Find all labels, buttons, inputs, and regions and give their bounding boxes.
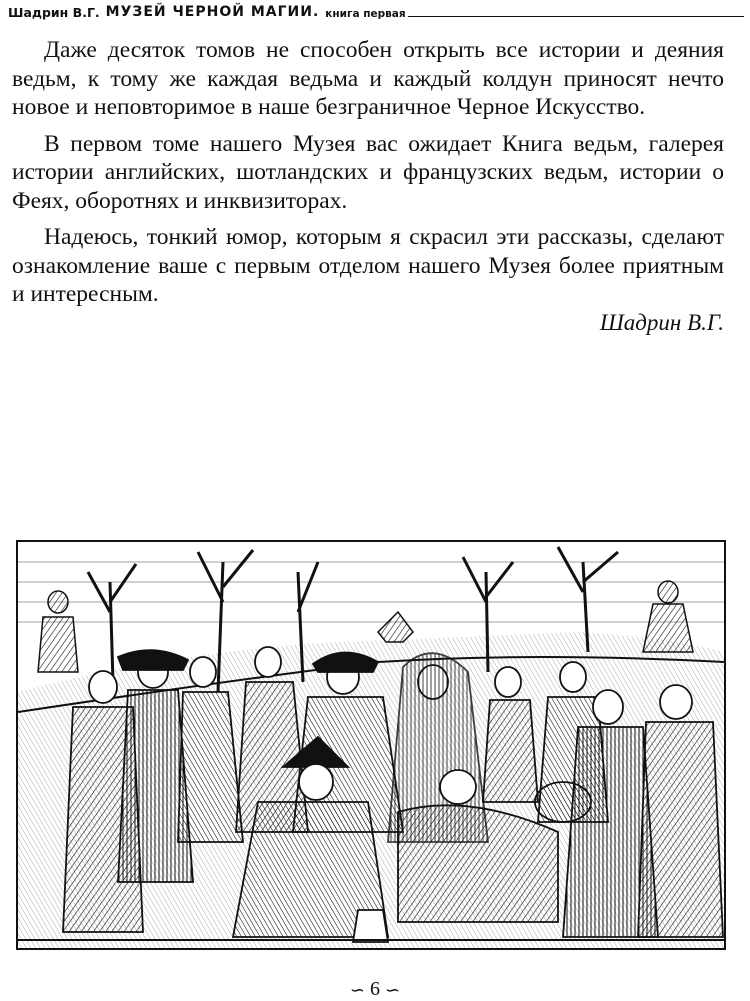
paragraph-3: Надеюсь, тонкий юмор, которым я скрасил эти рассказы, сделают ознакомление ваше с первым отделом нашего Музея более приятным и интересным. [12,224,724,307]
running-header [8,2,744,20]
header-rule [408,16,744,17]
header-book-title: МУЗЕЙ ЧЕРНОЙ МАГИИ. [105,4,320,20]
left-ornament-icon: ∽ [349,979,365,1000]
author-signature: Шадрин В.Г. [599,310,724,335]
body-text [12,36,724,317]
paragraph-2: В первом томе нашего Музея вас ожидает Книга ведьм, галерея истории английских, шотландских и французских ведьм, истории о Феях, оборотнях и инквизиторах. [12,130,724,214]
paragraph-1: Даже десяток томов не способен открыть все истории и деяния ведьм, к тому же каждая ведьма и каждый колдун приносят нечто новое и неповторимое в наше безграничное Черное Искусство. [12,37,724,120]
woodcut-illustration [16,540,726,950]
header-author: Шадрин В.Г. [8,5,100,20]
page-number: 6 [370,978,380,1000]
right-ornament-icon: ∽ [385,979,401,1000]
page-footer [0,978,750,1001]
header-volume: книга первая [325,8,406,20]
woodcut-drawing [18,542,724,948]
